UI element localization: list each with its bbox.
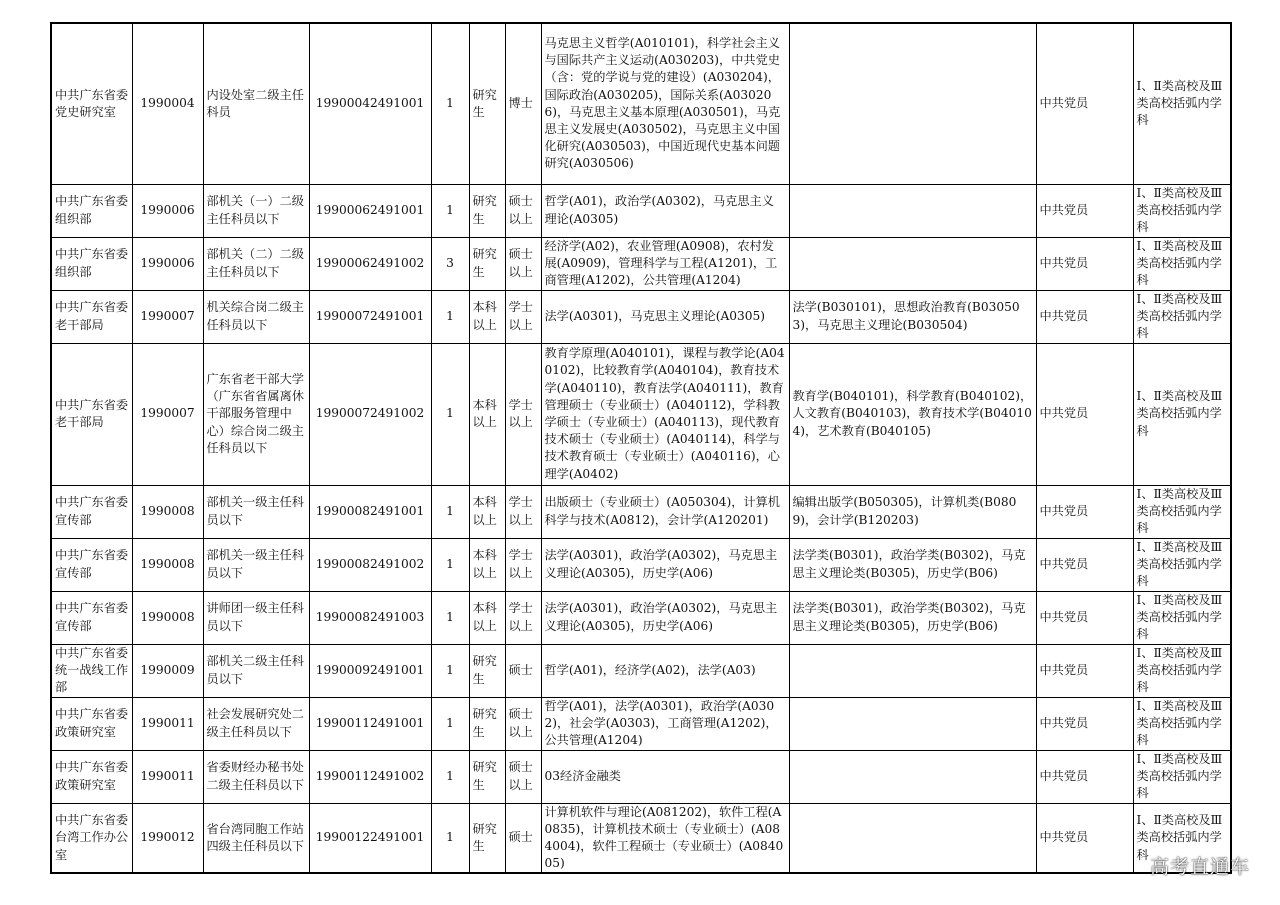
cell-politic: 中共党员 — [1036, 23, 1133, 184]
cell-politic: 中共党员 — [1036, 591, 1133, 644]
cell-num: 1 — [431, 697, 469, 750]
cell-post: 机关综合岗二级主任科员以下 — [203, 290, 309, 343]
cell-degree: 学士以上 — [505, 538, 541, 591]
cell-grad: 出版硕士（专业硕士）(A050304)，计算机科学与技术(A0812)，会计学(A120201) — [541, 485, 789, 538]
cell-code: 1990009 — [132, 644, 203, 697]
cell-grad: 03经济金融类 — [541, 750, 789, 803]
watermark-text: 高考直通车 — [1149, 856, 1250, 878]
cell-dept: 中共广东省委老干部局 — [51, 290, 132, 343]
cell-politic: 中共党员 — [1036, 485, 1133, 538]
table-row — [51, 184, 1231, 237]
cell-degree: 学士以上 — [505, 591, 541, 644]
cell-code: 1990007 — [132, 290, 203, 343]
cell-num: 1 — [431, 644, 469, 697]
cell-num: 1 — [431, 343, 469, 485]
cell-degree: 硕士 — [505, 803, 541, 873]
cell-politic: 中共党员 — [1036, 290, 1133, 343]
cell-dept: 中共广东省委台湾工作办公室 — [51, 803, 132, 873]
cell-post-code: 19900072491002 — [309, 343, 431, 485]
cell-scope: Ⅰ、Ⅱ类高校及Ⅲ类高校括弧内学科 — [1133, 485, 1231, 538]
cell-grad: 哲学(A01)，政治学(A0302)，马克思主义理论(A0305) — [541, 184, 789, 237]
cell-ug — [789, 697, 1036, 750]
cell-code: 1990007 — [132, 343, 203, 485]
cell-ug — [789, 184, 1036, 237]
cell-post: 部机关（一）二级主任科员以下 — [203, 184, 309, 237]
cell-post-code: 19900072491001 — [309, 290, 431, 343]
cell-scope: Ⅰ、Ⅱ类高校及Ⅲ类高校括弧内学科 — [1133, 750, 1231, 803]
cell-degree: 硕士以上 — [505, 697, 541, 750]
cell-grad: 法学(A0301)，马克思主义理论(A0305) — [541, 290, 789, 343]
cell-post: 社会发展研究处二级主任科员以下 — [203, 697, 309, 750]
cell-post: 部机关一级主任科员以下 — [203, 538, 309, 591]
cell-ug: 法学类(B0301)，政治学类(B0302)，马克思主义理论类(B0305)，历史学(B06) — [789, 538, 1036, 591]
cell-edu: 研究生 — [469, 184, 505, 237]
cell-ug: 教育学(B040101)，科学教育(B040102)，人文教育(B040103)，教育技术学(B040104)，艺术教育(B040105) — [789, 343, 1036, 485]
cell-edu: 本科以上 — [469, 538, 505, 591]
cell-politic: 中共党员 — [1036, 697, 1133, 750]
cell-politic: 中共党员 — [1036, 237, 1133, 290]
cell-dept: 中共广东省委政策研究室 — [51, 750, 132, 803]
cell-num: 1 — [431, 538, 469, 591]
cell-ug — [789, 644, 1036, 697]
cell-num: 1 — [431, 591, 469, 644]
cell-grad: 计算机软件与理论(A081202)，软件工程(A0835)，计算机技术硕士（专业硕士）(A084004)，软件工程硕士（专业硕士）(A084005) — [541, 803, 789, 873]
cell-edu: 研究生 — [469, 644, 505, 697]
cell-politic: 中共党员 — [1036, 803, 1133, 873]
cell-scope: Ⅰ、Ⅱ类高校及Ⅲ类高校括弧内学科 — [1133, 697, 1231, 750]
cell-dept: 中共广东省委宣传部 — [51, 538, 132, 591]
cell-post: 内设处室二级主任科员 — [203, 23, 309, 184]
cell-scope: Ⅰ、Ⅱ类高校及Ⅲ类高校括弧内学科 — [1133, 184, 1231, 237]
cell-edu: 研究生 — [469, 803, 505, 873]
cell-code: 1990008 — [132, 538, 203, 591]
cell-post: 部机关一级主任科员以下 — [203, 485, 309, 538]
cell-edu: 研究生 — [469, 237, 505, 290]
cell-edu: 研究生 — [469, 697, 505, 750]
cell-degree: 硕士以上 — [505, 184, 541, 237]
cell-ug: 法学类(B0301)，政治学类(B0302)，马克思主义理论类(B0305)，历史学(B06) — [789, 591, 1036, 644]
cell-ug: 法学(B030101)，思想政治教育(B030503)，马克思主义理论(B030504) — [789, 290, 1036, 343]
cell-num: 1 — [431, 803, 469, 873]
cell-code: 1990012 — [132, 803, 203, 873]
cell-code: 1990006 — [132, 184, 203, 237]
table-row — [51, 23, 1231, 184]
table-row — [51, 538, 1231, 591]
cell-dept: 中共广东省委组织部 — [51, 184, 132, 237]
cell-scope: Ⅰ、Ⅱ类高校及Ⅲ类高校括弧内学科 — [1133, 803, 1231, 873]
cell-scope: Ⅰ、Ⅱ类高校及Ⅲ类高校括弧内学科 — [1133, 23, 1231, 184]
cell-grad: 法学(A0301)，政治学(A0302)，马克思主义理论(A0305)，历史学(A06) — [541, 538, 789, 591]
table-row — [51, 290, 1231, 343]
cell-degree: 学士以上 — [505, 343, 541, 485]
cell-ug: 编辑出版学(B050305)，计算机类(B0809)，会计学(B120203) — [789, 485, 1036, 538]
cell-edu: 本科以上 — [469, 591, 505, 644]
cell-scope: Ⅰ、Ⅱ类高校及Ⅲ类高校括弧内学科 — [1133, 343, 1231, 485]
cell-ug — [789, 750, 1036, 803]
cell-politic: 中共党员 — [1036, 184, 1133, 237]
cell-grad: 经济学(A02)，农业管理(A0908)，农村发展(A0909)，管理科学与工程(A1201)，工商管理(A1202)，公共管理(A1204) — [541, 237, 789, 290]
table-row — [51, 750, 1231, 803]
cell-post-code: 19900062491001 — [309, 184, 431, 237]
cell-post-code: 19900112491001 — [309, 697, 431, 750]
cell-post: 部机关二级主任科员以下 — [203, 644, 309, 697]
cell-post: 部机关（二）二级主任科员以下 — [203, 237, 309, 290]
cell-code: 1990008 — [132, 485, 203, 538]
cell-post-code: 19900082491001 — [309, 485, 431, 538]
cell-num: 1 — [431, 750, 469, 803]
cell-post-code: 19900122491001 — [309, 803, 431, 873]
cell-code: 1990011 — [132, 697, 203, 750]
cell-post: 讲师团一级主任科员以下 — [203, 591, 309, 644]
cell-grad: 哲学(A01)，经济学(A02)，法学(A03) — [541, 644, 789, 697]
cell-code: 1990008 — [132, 591, 203, 644]
cell-scope: Ⅰ、Ⅱ类高校及Ⅲ类高校括弧内学科 — [1133, 644, 1231, 697]
cell-degree: 硕士以上 — [505, 750, 541, 803]
cell-ug — [789, 237, 1036, 290]
cell-code: 1990011 — [132, 750, 203, 803]
cell-grad: 哲学(A01)，法学(A0301)，政治学(A0302)，社会学(A0303)，工商管理(A1202)，公共管理(A1204) — [541, 697, 789, 750]
cell-edu: 研究生 — [469, 750, 505, 803]
table-row — [51, 697, 1231, 750]
cell-dept: 中共广东省委老干部局 — [51, 343, 132, 485]
table-row — [51, 485, 1231, 538]
cell-grad: 法学(A0301)，政治学(A0302)，马克思主义理论(A0305)，历史学(A06) — [541, 591, 789, 644]
cell-dept: 中共广东省委统一战线工作部 — [51, 644, 132, 697]
cell-post-code: 19900082491003 — [309, 591, 431, 644]
cell-num: 1 — [431, 23, 469, 184]
cell-degree: 硕士 — [505, 644, 541, 697]
cell-politic: 中共党员 — [1036, 644, 1133, 697]
table-row — [51, 803, 1231, 873]
cell-post-code: 19900082491002 — [309, 538, 431, 591]
cell-dept: 中共广东省委宣传部 — [51, 485, 132, 538]
cell-politic: 中共党员 — [1036, 538, 1133, 591]
table-row — [51, 237, 1231, 290]
cell-ug — [789, 803, 1036, 873]
job-table — [50, 22, 1232, 874]
cell-grad: 教育学原理(A040101)，课程与教学论(A040102)，比较教育学(A040104)，教育技术学(A040110)，教育法学(A040111)，教育管理硕士（专业硕士）(A040112)，学科教学硕士（专业硕士）(A040113)，现代教育技术硕士（专业硕士）(A040114)，科学与技术教育硕士（专业硕士）(A040116)，心理学(A0402) — [541, 343, 789, 485]
cell-post: 省委财经办秘书处二级主任科员以下 — [203, 750, 309, 803]
cell-edu: 本科以上 — [469, 343, 505, 485]
cell-degree: 学士以上 — [505, 290, 541, 343]
cell-num: 3 — [431, 237, 469, 290]
table-row — [51, 343, 1231, 485]
cell-edu: 本科以上 — [469, 485, 505, 538]
cell-num: 1 — [431, 184, 469, 237]
cell-num: 1 — [431, 485, 469, 538]
cell-scope: Ⅰ、Ⅱ类高校及Ⅲ类高校括弧内学科 — [1133, 591, 1231, 644]
cell-post-code: 19900112491002 — [309, 750, 431, 803]
cell-dept: 中共广东省委宣传部 — [51, 591, 132, 644]
cell-scope: Ⅰ、Ⅱ类高校及Ⅲ类高校括弧内学科 — [1133, 237, 1231, 290]
cell-post-code: 19900042491001 — [309, 23, 431, 184]
cell-dept: 中共广东省委政策研究室 — [51, 697, 132, 750]
cell-post-code: 19900062491002 — [309, 237, 431, 290]
cell-grad: 马克思主义哲学(A010101)，科学社会主义与国际共产主义运动(A030203)，中共党史（含：党的学说与党的建设）(A030204)，国际政治(A030205)，国际关系(A030206)，马克思主义基本原理(A030501)，马克思主义发展史(A030502)，马克思主义中国化研究(A030503)，中国近现代史基本问题研究(A030506) — [541, 23, 789, 184]
cell-edu: 本科以上 — [469, 290, 505, 343]
cell-degree: 硕士以上 — [505, 237, 541, 290]
cell-post-code: 19900092491001 — [309, 644, 431, 697]
table-row — [51, 644, 1231, 697]
cell-post: 省台湾同胞工作站四级主任科员以下 — [203, 803, 309, 873]
cell-degree: 学士以上 — [505, 485, 541, 538]
table-row — [51, 591, 1231, 644]
cell-post: 广东省老干部大学（广东省省属离休干部服务管理中心）综合岗二级主任科员以下 — [203, 343, 309, 485]
cell-dept: 中共广东省委组织部 — [51, 237, 132, 290]
cell-degree: 博士 — [505, 23, 541, 184]
cell-edu: 研究生 — [469, 23, 505, 184]
cell-dept: 中共广东省委党史研究室 — [51, 23, 132, 184]
cell-politic: 中共党员 — [1036, 343, 1133, 485]
cell-num: 1 — [431, 290, 469, 343]
cell-code: 1990004 — [132, 23, 203, 184]
cell-code: 1990006 — [132, 237, 203, 290]
cell-politic: 中共党员 — [1036, 750, 1133, 803]
cell-ug — [789, 23, 1036, 184]
cell-scope: Ⅰ、Ⅱ类高校及Ⅲ类高校括弧内学科 — [1133, 290, 1231, 343]
cell-scope: Ⅰ、Ⅱ类高校及Ⅲ类高校括弧内学科 — [1133, 538, 1231, 591]
